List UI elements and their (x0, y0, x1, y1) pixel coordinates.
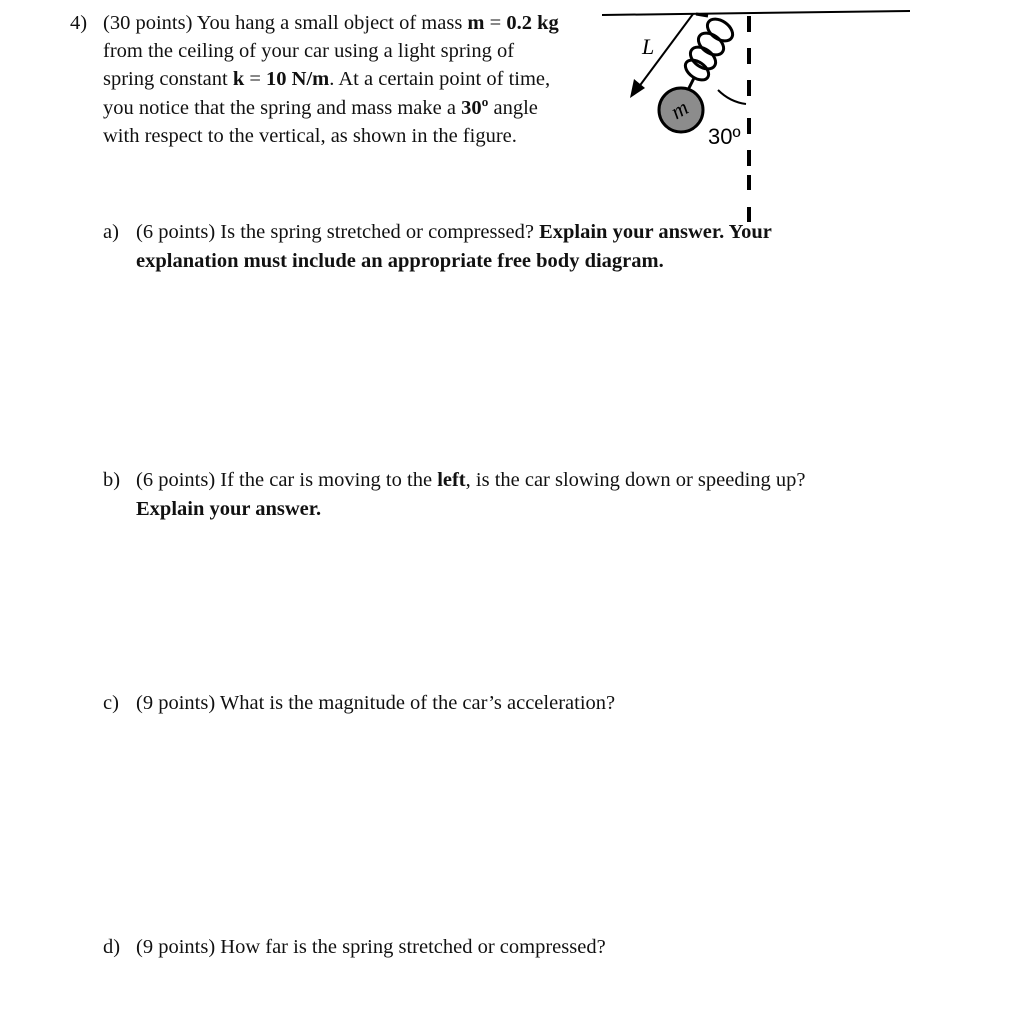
part-b-line-2 (136, 495, 321, 523)
part-d-line: (9 points) How far is the spring stretched or compressed? (136, 936, 606, 958)
mass-symbol: m (467, 12, 485, 34)
text: , is the car slowing down or speeding up? (465, 469, 806, 491)
k-value: 10 N/m (266, 68, 330, 90)
part-a-line-1 (136, 218, 772, 246)
spring-mass-figure (600, 0, 920, 225)
text: = (484, 12, 507, 34)
bold-text: left (437, 469, 466, 491)
problem-line-4 (103, 94, 538, 122)
part-c-letter: c) (103, 692, 119, 714)
problem-line-3 (103, 65, 550, 93)
part-b-letter: b) (103, 469, 121, 491)
part-a-letter: a) (103, 221, 119, 243)
length-arrow (630, 14, 693, 98)
bold-text: Explain your answer. Your (539, 221, 772, 243)
problem-line-5 (103, 122, 517, 150)
text: from the ceiling of your car using a light spring of (103, 40, 515, 62)
problem-line-2 (103, 37, 514, 65)
angle-arc (718, 90, 746, 104)
text: = (244, 68, 267, 90)
mass-value: 0.2 kg (506, 12, 559, 34)
mass-ball (659, 88, 703, 132)
problem-line-1 (103, 9, 559, 37)
text: with respect to the vertical, as shown in the figure. (103, 125, 517, 147)
k-symbol: k (232, 68, 245, 90)
text: (6 points) Is the spring stretched or compressed? (136, 221, 540, 243)
text: spring constant (103, 68, 233, 90)
angle-label: 30º (708, 124, 741, 149)
problem-number: 4) (70, 12, 88, 34)
text: . At a certain point of time, (329, 68, 551, 90)
mass-label: m (666, 94, 693, 125)
text: (6 points) If the car is moving to the (136, 469, 438, 491)
text: you notice that the spring and mass make a (103, 97, 462, 119)
text: angle (488, 97, 538, 119)
ceiling-line (602, 11, 910, 15)
part-b-line-1 (136, 466, 806, 494)
bold-text: Explain your answer. (136, 498, 322, 520)
part-d-letter: d) (103, 936, 121, 958)
text: (30 points) You hang a small object of mass (103, 12, 468, 34)
angle-value: 30º (461, 97, 489, 119)
length-label: L (642, 34, 655, 59)
part-a-line-2 (136, 247, 664, 275)
bold-text: explanation must include an appropriate free body diagram. (136, 250, 664, 272)
spring (682, 14, 737, 90)
part-c-line: (9 points) What is the magnitude of the car’s acceleration? (136, 692, 616, 714)
